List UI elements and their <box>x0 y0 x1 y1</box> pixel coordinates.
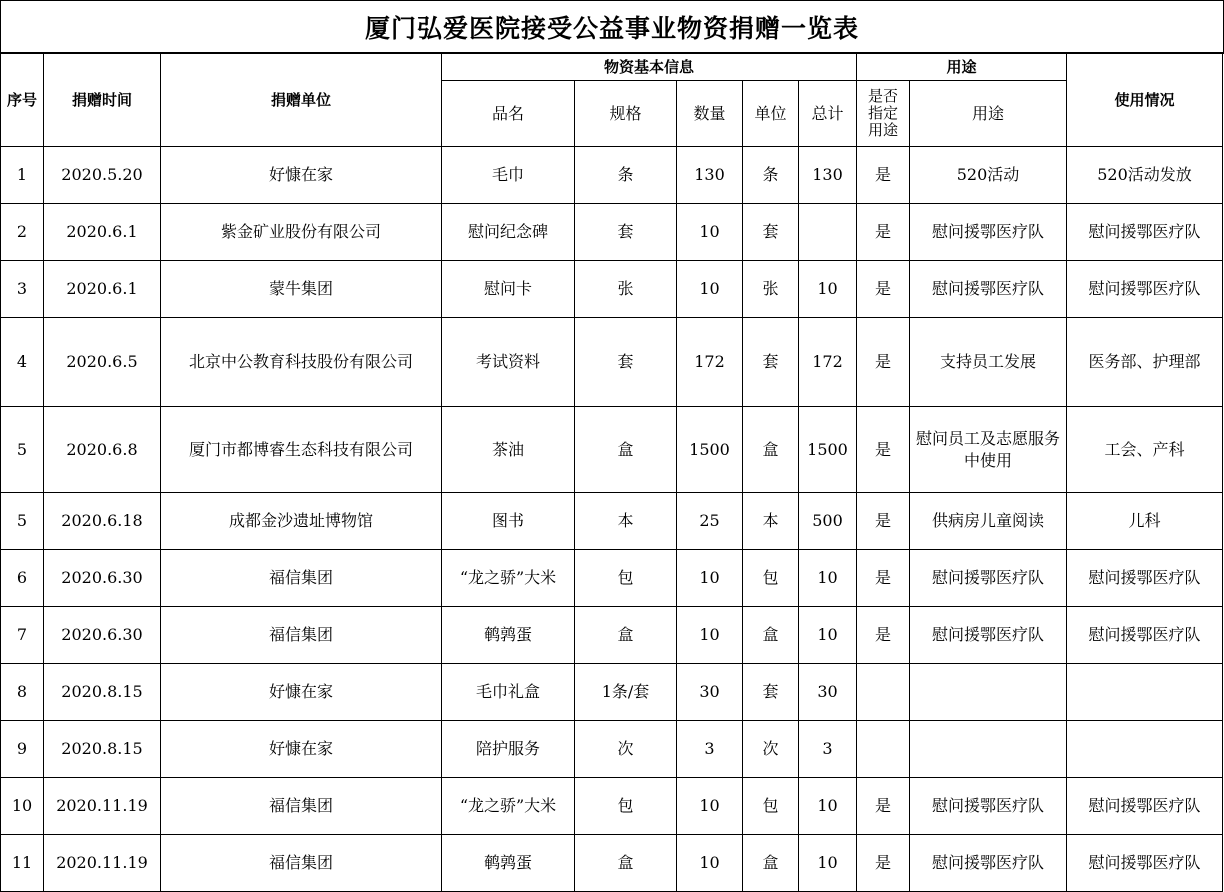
cell-donor[interactable]: 福信集团 <box>161 835 442 892</box>
cell-total[interactable]: 10 <box>799 778 857 835</box>
table-row <box>1 607 1223 664</box>
cell-designated[interactable]: 是 <box>857 550 910 607</box>
header-designated-line: 是否 <box>868 87 899 105</box>
header-purpose[interactable]: 用途 <box>910 81 1067 147</box>
table-row <box>1 318 1223 407</box>
cell-designated[interactable]: 是 <box>857 407 910 493</box>
cell-unit[interactable]: 张 <box>743 261 799 318</box>
cell-name[interactable]: 鹌鹑蛋 <box>442 607 575 664</box>
cell-usage[interactable] <box>1067 721 1223 778</box>
cell-name[interactable]: 茶油 <box>442 407 575 493</box>
cell-total[interactable]: 3 <box>799 721 857 778</box>
cell-name[interactable]: 毛巾 <box>442 147 575 204</box>
cell-donor[interactable]: 厦门市都博睿生态科技有限公司 <box>161 407 442 493</box>
cell-date[interactable]: 2020.6.1 <box>44 261 161 318</box>
cell-seq[interactable]: 2 <box>1 204 44 261</box>
cell-total[interactable]: 10 <box>799 261 857 318</box>
cell-usage[interactable]: 医务部、护理部 <box>1067 318 1223 407</box>
cell-spec[interactable]: 条 <box>575 147 677 204</box>
cell-unit[interactable]: 套 <box>743 664 799 721</box>
cell-designated[interactable]: 是 <box>857 261 910 318</box>
header-donor[interactable]: 捐赠单位 <box>161 53 442 147</box>
cell-donor[interactable]: 福信集团 <box>161 607 442 664</box>
cell-donor[interactable]: 成都金沙遗址博物馆 <box>161 493 442 550</box>
cell-seq[interactable]: 4 <box>1 318 44 407</box>
cell-purpose[interactable]: 慰问援鄂医疗队 <box>910 835 1067 892</box>
cell-seq[interactable]: 1 <box>1 147 44 204</box>
cell-spec[interactable]: 套 <box>575 318 677 407</box>
cell-unit[interactable]: 盒 <box>743 835 799 892</box>
header-materials-group[interactable]: 物资基本信息 <box>442 53 857 81</box>
cell-designated[interactable]: 是 <box>857 835 910 892</box>
cell-spec[interactable]: 次 <box>575 721 677 778</box>
cell-quantity[interactable]: 10 <box>677 204 743 261</box>
cell-usage[interactable]: 慰问援鄂医疗队 <box>1067 204 1223 261</box>
cell-purpose[interactable] <box>910 664 1067 721</box>
cell-quantity[interactable]: 3 <box>677 721 743 778</box>
cell-seq[interactable]: 10 <box>1 778 44 835</box>
table-row <box>1 493 1223 550</box>
cell-designated[interactable]: 是 <box>857 318 910 407</box>
cell-unit[interactable]: 盒 <box>743 407 799 493</box>
cell-designated[interactable] <box>857 664 910 721</box>
cell-usage[interactable]: 慰问援鄂医疗队 <box>1067 261 1223 318</box>
header-row-1 <box>1 53 1223 81</box>
cell-total[interactable]: 500 <box>799 493 857 550</box>
cell-purpose[interactable]: 慰问援鄂医疗队 <box>910 550 1067 607</box>
table-row <box>1 407 1223 493</box>
cell-usage[interactable] <box>1067 664 1223 721</box>
header-designated-line: 用途 <box>868 121 899 139</box>
header-designated-line: 指定 <box>868 104 899 122</box>
header-usage[interactable]: 使用情况 <box>1067 53 1223 147</box>
cell-usage[interactable]: 工会、产科 <box>1067 407 1223 493</box>
cell-date[interactable]: 2020.8.15 <box>44 664 161 721</box>
cell-donor[interactable]: 蒙牛集团 <box>161 261 442 318</box>
donation-table <box>0 52 1223 892</box>
cell-date[interactable]: 2020.6.30 <box>44 607 161 664</box>
cell-date[interactable]: 2020.6.8 <box>44 407 161 493</box>
cell-designated[interactable]: 是 <box>857 204 910 261</box>
cell-usage[interactable]: 慰问援鄂医疗队 <box>1067 607 1223 664</box>
cell-name[interactable]: “龙之骄”大米 <box>442 550 575 607</box>
cell-spec[interactable]: 包 <box>575 550 677 607</box>
cell-purpose[interactable]: 慰问员工及志愿服务中使用 <box>910 407 1067 493</box>
cell-seq[interactable]: 5 <box>1 407 44 493</box>
cell-designated[interactable]: 是 <box>857 147 910 204</box>
cell-name[interactable]: 陪护服务 <box>442 721 575 778</box>
cell-donor[interactable]: 好慷在家 <box>161 721 442 778</box>
cell-quantity[interactable]: 25 <box>677 493 743 550</box>
cell-spec[interactable]: 张 <box>575 261 677 318</box>
cell-date[interactable]: 2020.5.20 <box>44 147 161 204</box>
cell-quantity[interactable]: 130 <box>677 147 743 204</box>
cell-designated[interactable]: 是 <box>857 493 910 550</box>
cell-name[interactable]: 考试资料 <box>442 318 575 407</box>
cell-purpose[interactable]: 供病房儿童阅读 <box>910 493 1067 550</box>
cell-purpose[interactable] <box>910 721 1067 778</box>
cell-donor[interactable]: 紫金矿业股份有限公司 <box>161 204 442 261</box>
cell-seq[interactable]: 5 <box>1 493 44 550</box>
header-date[interactable]: 捐赠时间 <box>44 53 161 147</box>
cell-designated[interactable]: 是 <box>857 607 910 664</box>
cell-quantity[interactable]: 10 <box>677 550 743 607</box>
table-row <box>1 261 1223 318</box>
cell-purpose[interactable]: 支持员工发展 <box>910 318 1067 407</box>
cell-quantity[interactable]: 10 <box>677 835 743 892</box>
cell-spec[interactable]: 套 <box>575 204 677 261</box>
cell-spec[interactable]: 包 <box>575 778 677 835</box>
cell-total[interactable]: 172 <box>799 318 857 407</box>
table-row <box>1 147 1223 204</box>
header-total[interactable]: 总计 <box>799 81 857 147</box>
header-name[interactable]: 品名 <box>442 81 575 147</box>
table-body <box>1 147 1223 892</box>
cell-name[interactable]: “龙之骄”大米 <box>442 778 575 835</box>
cell-unit[interactable]: 套 <box>743 318 799 407</box>
cell-seq[interactable]: 6 <box>1 550 44 607</box>
cell-quantity[interactable]: 30 <box>677 664 743 721</box>
cell-quantity[interactable]: 1500 <box>677 407 743 493</box>
cell-total[interactable]: 130 <box>799 147 857 204</box>
sheet-title[interactable]: 厦门弘爱医院接受公益事业物资捐赠一览表 <box>0 0 1224 54</box>
cell-usage[interactable]: 慰问援鄂医疗队 <box>1067 778 1223 835</box>
cell-donor[interactable]: 好慷在家 <box>161 664 442 721</box>
table-row <box>1 204 1223 261</box>
table-row <box>1 835 1223 892</box>
cell-date[interactable]: 2020.11.19 <box>44 778 161 835</box>
header-seq[interactable]: 序号 <box>1 53 44 147</box>
cell-seq[interactable]: 7 <box>1 607 44 664</box>
cell-spec[interactable]: 1条/套 <box>575 664 677 721</box>
header-quantity[interactable]: 数量 <box>677 81 743 147</box>
header-designated[interactable] <box>857 81 910 147</box>
cell-total[interactable]: 1500 <box>799 407 857 493</box>
cell-name[interactable]: 毛巾礼盒 <box>442 664 575 721</box>
cell-usage[interactable]: 儿科 <box>1067 493 1223 550</box>
table-row <box>1 721 1223 778</box>
cell-usage[interactable]: 慰问援鄂医疗队 <box>1067 835 1223 892</box>
cell-purpose[interactable]: 慰问援鄂医疗队 <box>910 204 1067 261</box>
cell-unit[interactable]: 套 <box>743 204 799 261</box>
cell-unit[interactable]: 包 <box>743 550 799 607</box>
cell-spec[interactable]: 盒 <box>575 835 677 892</box>
cell-purpose[interactable]: 慰问援鄂医疗队 <box>910 261 1067 318</box>
header-unit[interactable]: 单位 <box>743 81 799 147</box>
table-row <box>1 778 1223 835</box>
cell-name[interactable]: 慰问卡 <box>442 261 575 318</box>
cell-date[interactable]: 2020.8.15 <box>44 721 161 778</box>
cell-total[interactable]: 10 <box>799 835 857 892</box>
cell-quantity[interactable]: 172 <box>677 318 743 407</box>
cell-seq[interactable]: 8 <box>1 664 44 721</box>
cell-purpose[interactable]: 520活动 <box>910 147 1067 204</box>
cell-purpose[interactable]: 慰问援鄂医疗队 <box>910 778 1067 835</box>
cell-seq[interactable]: 3 <box>1 261 44 318</box>
cell-date[interactable]: 2020.6.18 <box>44 493 161 550</box>
cell-spec[interactable]: 盒 <box>575 607 677 664</box>
cell-usage[interactable]: 520活动发放 <box>1067 147 1223 204</box>
cell-total[interactable]: 10 <box>799 550 857 607</box>
header-purpose-group[interactable]: 用途 <box>857 53 1067 81</box>
cell-unit[interactable]: 包 <box>743 778 799 835</box>
cell-seq[interactable]: 11 <box>1 835 44 892</box>
cell-quantity[interactable]: 10 <box>677 607 743 664</box>
cell-name[interactable]: 鹌鹑蛋 <box>442 835 575 892</box>
cell-unit[interactable]: 次 <box>743 721 799 778</box>
cell-date[interactable]: 2020.6.1 <box>44 204 161 261</box>
cell-name[interactable]: 图书 <box>442 493 575 550</box>
cell-donor[interactable]: 好慷在家 <box>161 147 442 204</box>
cell-designated[interactable] <box>857 721 910 778</box>
table-row <box>1 550 1223 607</box>
cell-unit[interactable]: 条 <box>743 147 799 204</box>
cell-quantity[interactable]: 10 <box>677 778 743 835</box>
cell-spec[interactable]: 本 <box>575 493 677 550</box>
cell-date[interactable]: 2020.6.30 <box>44 550 161 607</box>
cell-date[interactable]: 2020.6.5 <box>44 318 161 407</box>
cell-seq[interactable]: 9 <box>1 721 44 778</box>
cell-total[interactable]: 10 <box>799 607 857 664</box>
cell-spec[interactable]: 盒 <box>575 407 677 493</box>
cell-donor[interactable]: 北京中公教育科技股份有限公司 <box>161 318 442 407</box>
cell-donor[interactable]: 福信集团 <box>161 550 442 607</box>
cell-unit[interactable]: 本 <box>743 493 799 550</box>
cell-unit[interactable]: 盒 <box>743 607 799 664</box>
cell-total[interactable] <box>799 204 857 261</box>
cell-purpose[interactable]: 慰问援鄂医疗队 <box>910 607 1067 664</box>
table-row <box>1 664 1223 721</box>
cell-quantity[interactable]: 10 <box>677 261 743 318</box>
cell-usage[interactable]: 慰问援鄂医疗队 <box>1067 550 1223 607</box>
cell-name[interactable]: 慰问纪念碑 <box>442 204 575 261</box>
cell-donor[interactable]: 福信集团 <box>161 778 442 835</box>
cell-date[interactable]: 2020.11.19 <box>44 835 161 892</box>
header-spec[interactable]: 规格 <box>575 81 677 147</box>
cell-total[interactable]: 30 <box>799 664 857 721</box>
cell-designated[interactable]: 是 <box>857 778 910 835</box>
